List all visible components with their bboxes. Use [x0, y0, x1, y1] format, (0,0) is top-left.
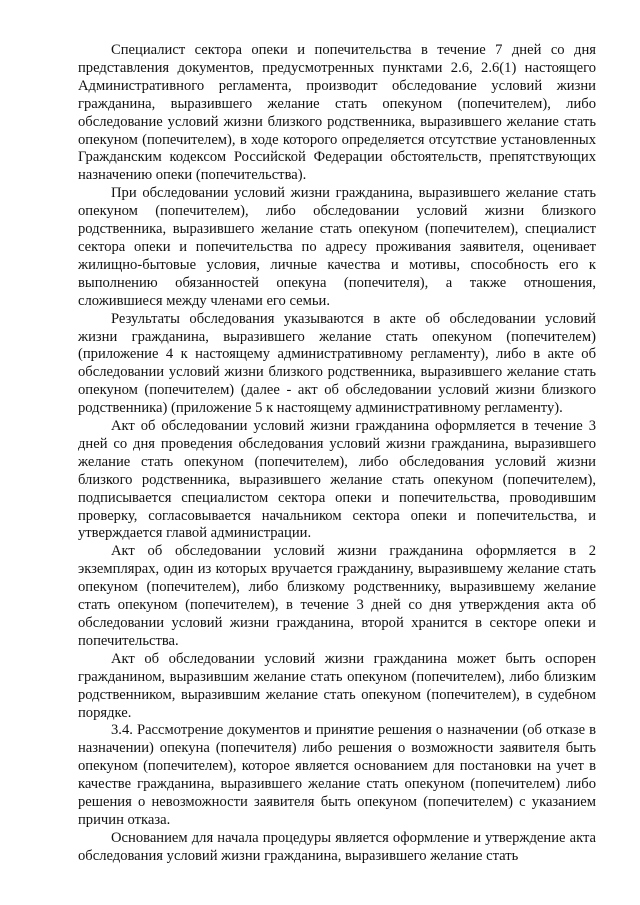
paragraph-inspection-results: Результаты обследования указываются в акте об обследовании условий жизни гражданина, выразившего желание стать опекуном (попечителем) (приложение 4 к настоящему административному регламенту), либо в акте об обследовании условий жизни близкого родственника, выразившего желание стать опекуном (попечителем) (далее - акт об обследовании условий жизни близкого родственника) (приложение 5 к настоящему административному регламенту). — [78, 310, 596, 417]
paragraph-act-copies: Акт об обследовании условий жизни гражданина оформляется в 2 экземплярах, один из которых вручается гражданину, выразившему желание стать опекуном (попечителем), либо близкому родственнику, выразившему желание стать опекуном (попечителем), в течение 3 дней со дня утверждения акта об обследовании условий жизни гражданина, второй хранится в секторе опеки и попечительства. — [78, 543, 596, 649]
paragraph-section-3-4: 3.4. Рассмотрение документов и принятие решения о назначении (об отказе в назначении) опекуна (попечителя) либо решения о возможности заявителя быть опекуном (попечителем), которое является основанием для постановки на учет в качестве гражданина, выразившего желание стать опекуном (попечителем) либо решения о невозможности заявителя быть опекуном (попечителем) с указанием причин отказа. — [78, 722, 596, 828]
document-page — [78, 42, 596, 866]
paragraph-act-preparation: Акт об обследовании условий жизни гражданина оформляется в течение 3 дней со дня проведения обследования условий жизни гражданина, выразившего желание стать опекуном (попечителем), либо обследования условий жизни близкого родственника, выразившего желание стать опекуном (попечителем), подписывается специалистом сектора опеки и попечительства, проводившим проверку, согласовывается начальником сектора опеки и попечительства, и утверждается главой администрации. — [78, 418, 596, 542]
paragraph-inspection-scope: При обследовании условий жизни гражданина, выразившего желание стать опекуном (попечителем), либо обследовании условий жизни близкого родственника, выразившего желание стать опекуном (попечителем), специалист сектора опеки и попечительства по адресу проживания заявителя, оценивает жилищно-бытовые условия, личные качества и мотивы, способность его к выполнению обязанностей опекуна (попечителя), а также отношения, сложившиеся между членами его семьи. — [78, 185, 596, 309]
paragraph-act-appeal: Акт об обследовании условий жизни гражданина может быть оспорен гражданином, выразившим желание стать опекуном (попечителем), либо близким родственником, выразившим желание стать опекуном (попечителем), в судебном порядке. — [78, 650, 596, 721]
paragraph-procedure-basis: Основанием для начала процедуры является оформление и утверждение акта обследования условий жизни гражданина, выразившего желание стать — [78, 829, 596, 864]
paragraph-inspection-timing: Специалист сектора опеки и попечительства в течение 7 дней со дня представления документов, предусмотренных пунктами 2.6, 2.6(1) настоящего Административного регламента, производит обследование условий жизни гражданина, выразившего желание стать опекуном (попечителем), либо обследование условий жизни близкого родственника, выразившего желание стать опекуном (попечителем), в ходе которого определяется отсутствие установленных Гражданским кодексом Российской Федерации обстоятельств, препятствующих назначению опеки (попечительства). — [78, 42, 596, 184]
